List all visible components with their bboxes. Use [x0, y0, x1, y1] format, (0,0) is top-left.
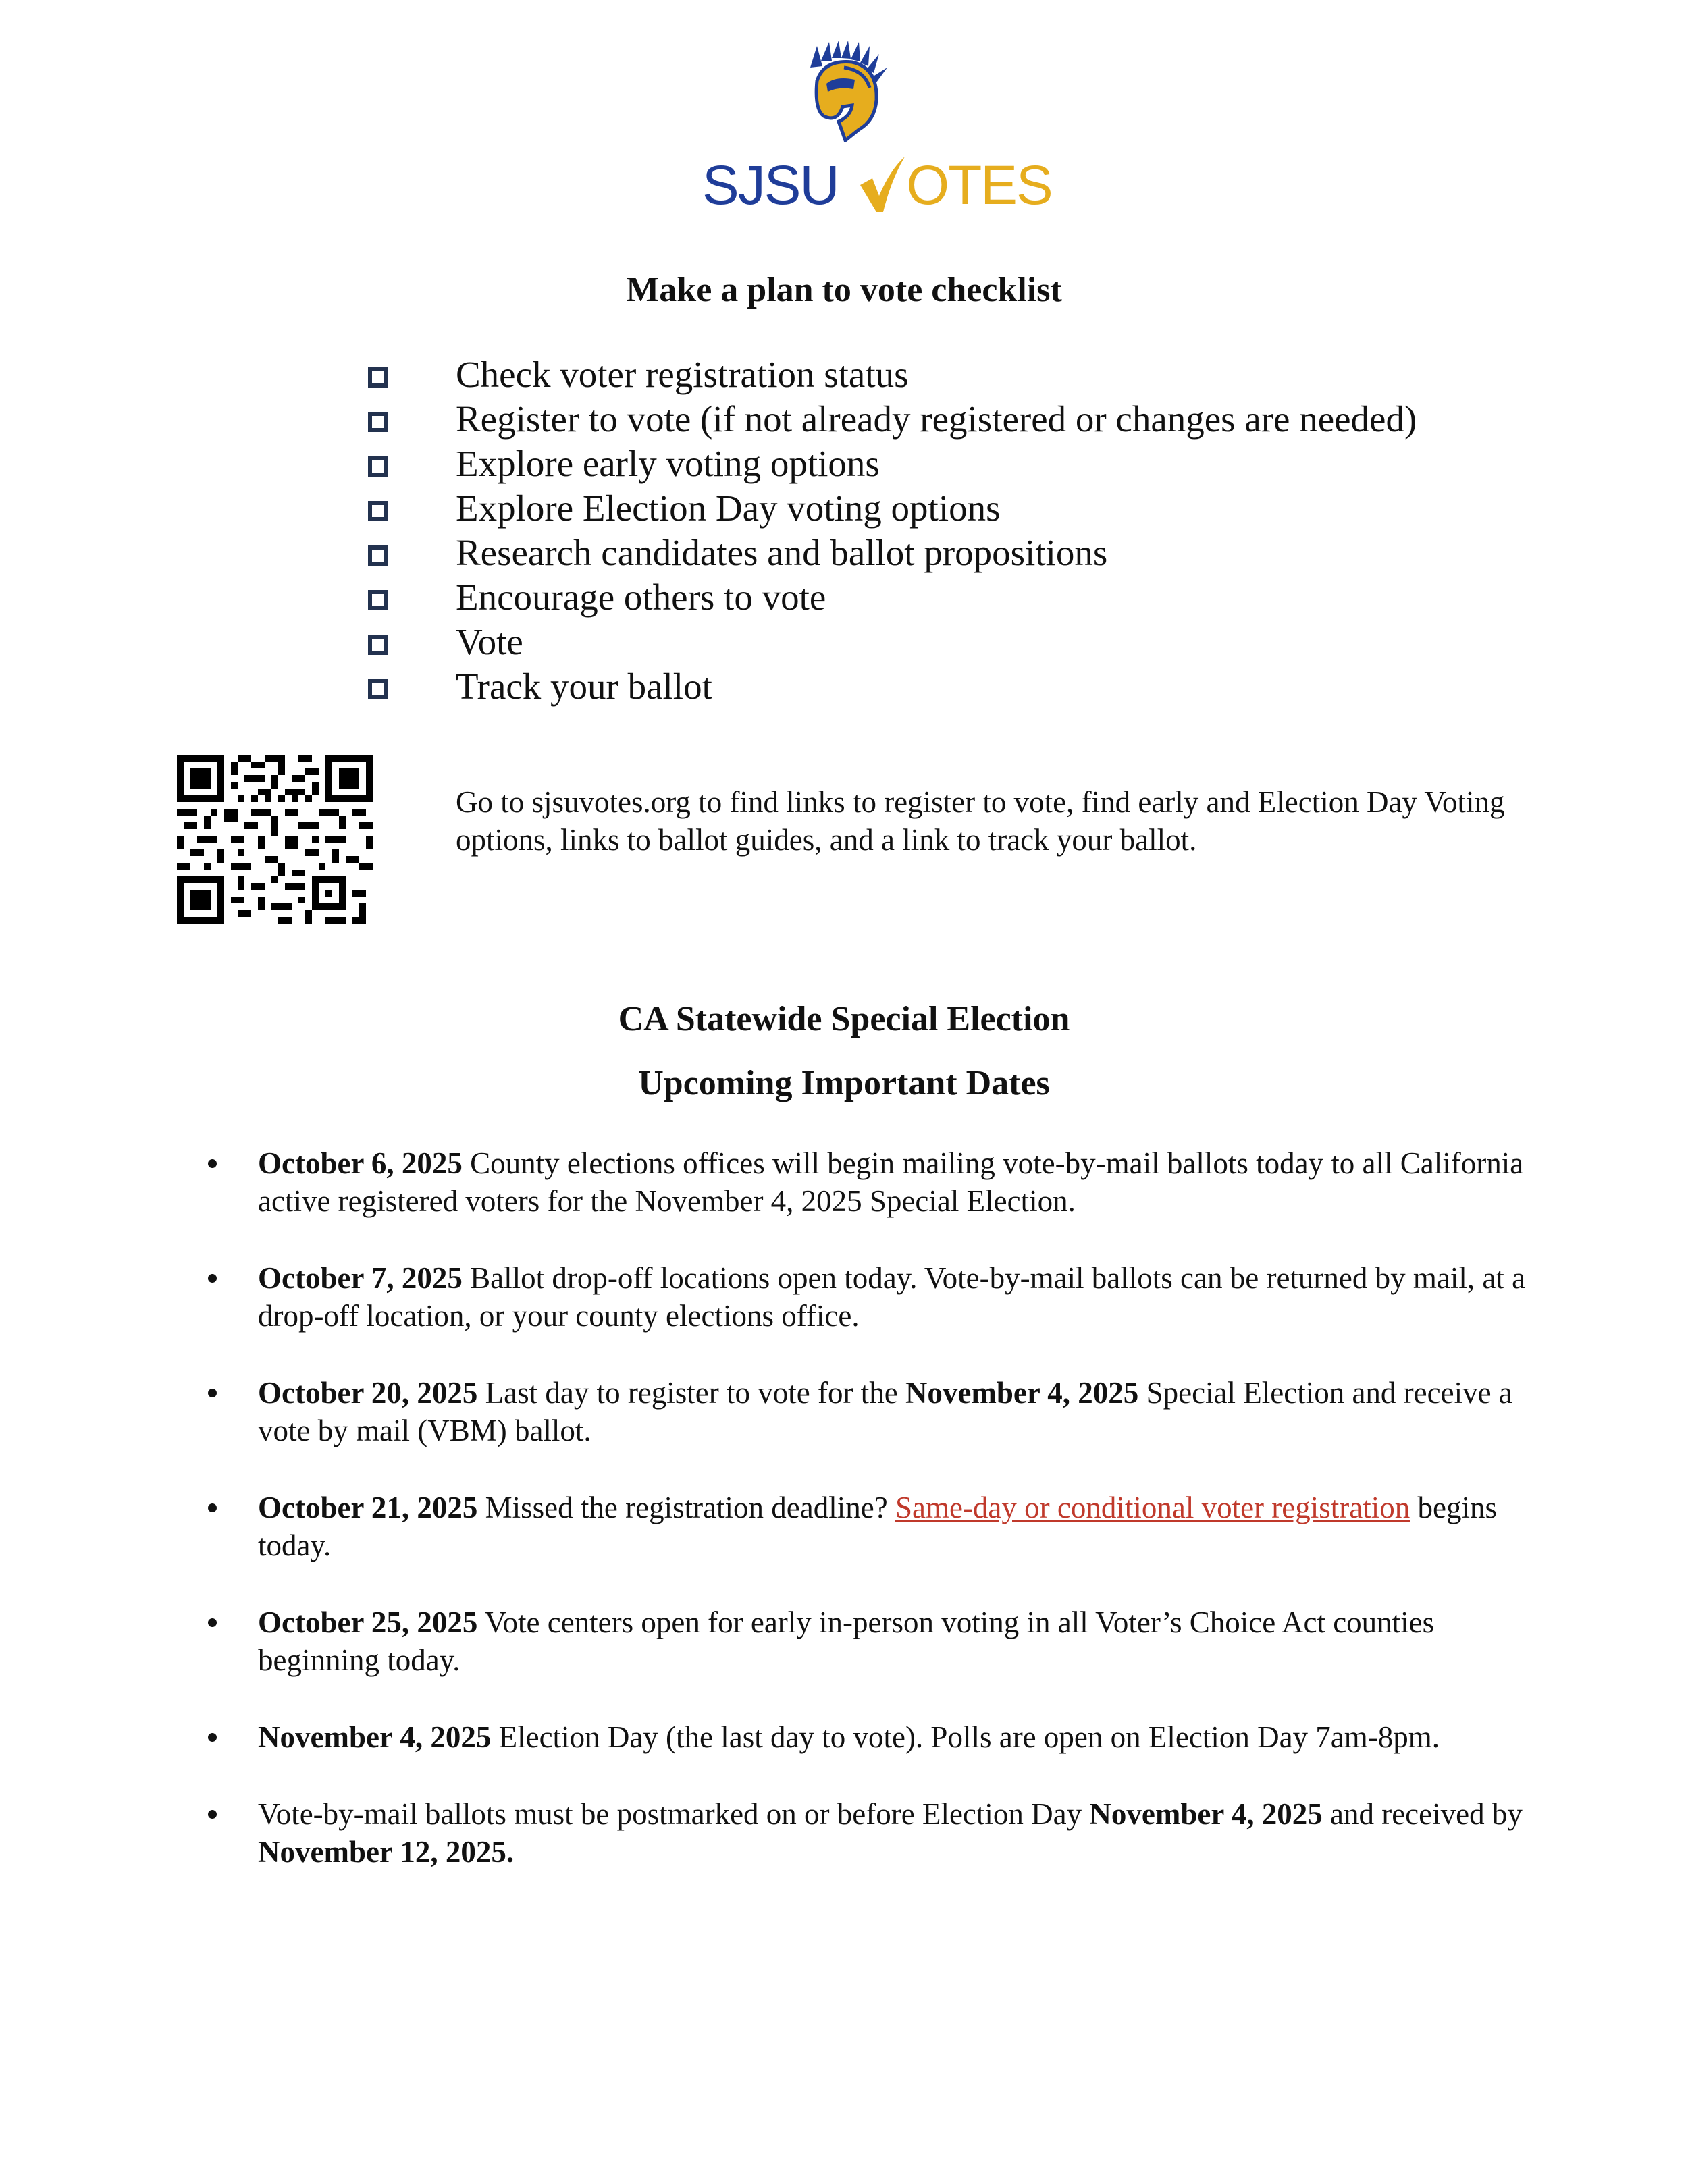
checklist-item-label: Vote — [456, 621, 523, 662]
date-description: begins today. — [258, 1491, 1497, 1562]
date-label: October 25, 2025 — [258, 1605, 478, 1639]
checklist-item[interactable] — [368, 352, 1516, 397]
bullet-icon — [208, 1389, 217, 1397]
list-item — [203, 1795, 1526, 1871]
date-description: Missed the registration deadline? — [477, 1491, 895, 1524]
spartan-helmet-icon — [797, 41, 891, 142]
date-description: Last day to register to vote for the — [477, 1376, 905, 1410]
sjsuvotes-info-text: Go to sjsuvotes.org to find links to register to vote, find early and Election Day Voting options, links to ballot guides, and a link to track your ballot. — [456, 785, 1505, 857]
bullet-icon — [208, 1503, 217, 1512]
list-item — [203, 1718, 1526, 1756]
date-label: October 6, 2025 — [258, 1146, 463, 1180]
checklist-item-label: Register to vote (if not already registered or changes are needed) — [456, 398, 1417, 440]
vote-checklist — [368, 352, 1516, 709]
date-emphasis: November 4, 2025 — [905, 1376, 1139, 1410]
checkbox-icon[interactable] — [368, 367, 388, 388]
list-item — [203, 1603, 1526, 1679]
sjsu-votes-logo — [702, 41, 1052, 216]
checklist-item-label: Explore Election Day voting options — [456, 487, 1001, 529]
election-title: CA Statewide Special Election — [618, 1000, 1070, 1038]
checklist-item[interactable] — [368, 486, 1516, 531]
date-emphasis: November 12, 2025. — [258, 1835, 515, 1869]
checklist-item[interactable] — [368, 664, 1516, 709]
checklist-item[interactable] — [368, 397, 1516, 442]
checkbox-icon[interactable] — [368, 635, 388, 655]
date-description: Vote-by-mail ballots must be postmarked on or before Election Day — [258, 1797, 1090, 1831]
list-item — [203, 1374, 1526, 1449]
checklist-item[interactable] — [368, 620, 1516, 664]
bullet-icon — [208, 1274, 217, 1283]
checkbox-icon[interactable] — [368, 456, 388, 477]
checkbox-icon[interactable] — [368, 545, 388, 566]
date-label: October 21, 2025 — [258, 1491, 478, 1524]
checklist-item-label: Encourage others to vote — [456, 577, 826, 618]
list-item — [203, 1259, 1526, 1335]
checklist-item-label: Track your ballot — [456, 666, 712, 707]
election-subtitle: Upcoming Important Dates — [638, 1064, 1050, 1102]
checklist-item-label: Explore early voting options — [456, 443, 880, 484]
logo-text-votes: OTES — [906, 155, 1052, 216]
checkbox-icon[interactable] — [368, 679, 388, 699]
date-emphasis: November 4, 2025 — [1089, 1797, 1323, 1831]
list-item — [203, 1489, 1526, 1564]
date-description: County elections offices will begin mailing vote-by-mail ballots today to all California active registered voters for the November 4, 2025 Special Election. — [258, 1146, 1524, 1218]
date-label: October 20, 2025 — [258, 1376, 478, 1410]
qr-code-icon[interactable] — [177, 755, 373, 924]
date-label: October 7, 2025 — [258, 1261, 463, 1295]
date-description: Vote centers open for early in-person voting in all Voter’s Choice Act counties beginning today. — [258, 1605, 1435, 1677]
checklist-item[interactable] — [368, 442, 1516, 486]
date-description: and received by — [1322, 1797, 1523, 1831]
logo-text-sjsu: SJSU — [702, 155, 839, 216]
logo-wordmark — [702, 149, 1052, 223]
check-mark-icon — [858, 155, 906, 213]
bullet-icon — [208, 1618, 217, 1627]
checklist-title: Make a plan to vote checklist — [626, 271, 1062, 309]
checklist-item[interactable] — [368, 575, 1516, 620]
checklist-item[interactable] — [368, 531, 1516, 575]
important-dates-list — [203, 1144, 1526, 1910]
checkbox-icon[interactable] — [368, 590, 388, 610]
checkbox-icon[interactable] — [368, 501, 388, 521]
date-description: Election Day (the last day to vote). Polls are open on Election Day 7am-8pm. — [491, 1720, 1440, 1754]
date-description: Special Election and receive a vote by mail (VBM) ballot. — [258, 1376, 1512, 1447]
bullet-icon — [208, 1733, 217, 1742]
list-item — [203, 1144, 1526, 1220]
bullet-icon — [208, 1159, 217, 1168]
date-label: November 4, 2025 — [258, 1720, 492, 1754]
same-day-registration-link[interactable]: Same-day or conditional voter registration — [895, 1491, 1410, 1524]
checklist-item-label: Research candidates and ballot propositions — [456, 532, 1108, 573]
bullet-icon — [208, 1810, 217, 1819]
checkbox-icon[interactable] — [368, 412, 388, 432]
checklist-item-label: Check voter registration status — [456, 354, 909, 395]
date-description: Ballot drop-off locations open today. Vote-by-mail ballots can be returned by mail, at a drop-off location, or your county elections office. — [258, 1261, 1526, 1333]
